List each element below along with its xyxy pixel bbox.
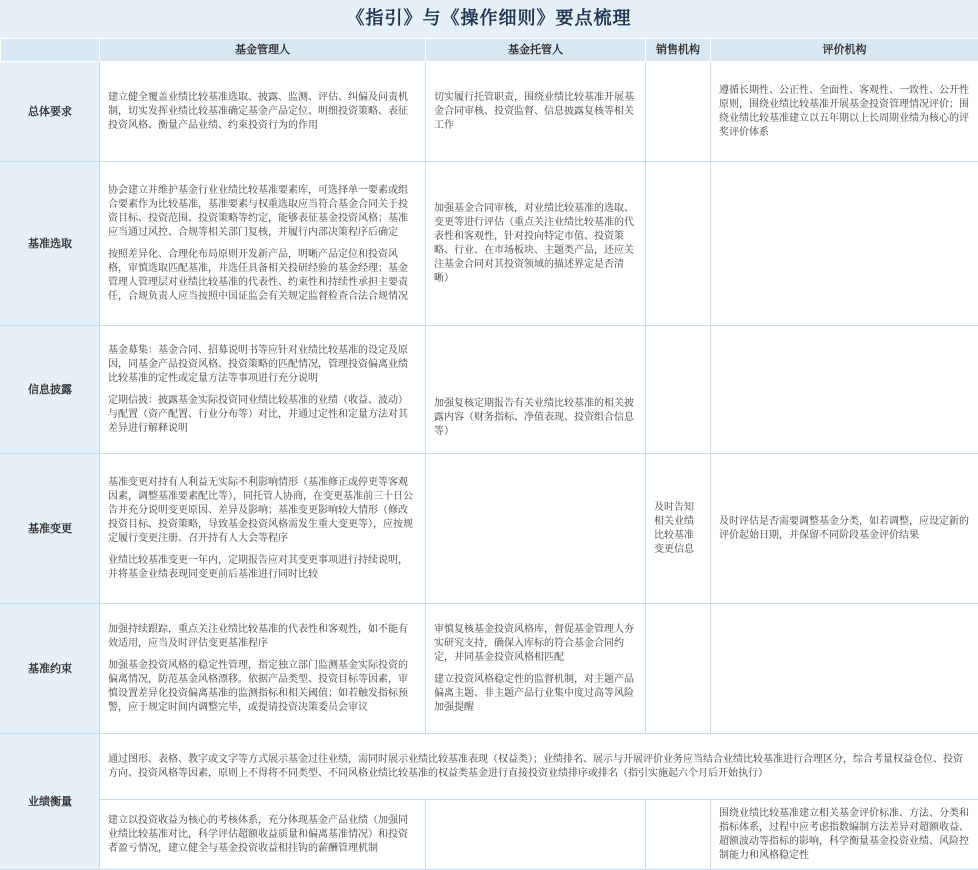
cell-text: 围绕业绩比较基准建立相关基金评价标准、方法、分类和指标体系，过程中应考虑指数编制方法差异对超额收益、超额波动等指标的影响，科学衡量基金投资业绩、风险控制能力和风格稳定性	[719, 807, 970, 863]
cell-text: 建立投资风格稳定性的监督机制，对主题产品偏离主题、非主题产品行业集中度过高等风险加强提醒	[434, 673, 637, 715]
row-label-selection: 基准选取	[1, 162, 100, 326]
cell-text: 基准变更对持有人利益无实际不利影响情形（基准修正或停更等客观因素，调整基准要素配比等），同托管人协商，在变更基准前三十日公告并充分说明变更原因、差异及影响；基准变更影响较大情形（修改投资目标、投资策略，导致基金投资风格需发生重大变更等），应按规定履行变更注册、召开持有人大会等程序	[108, 476, 417, 546]
row-label-performance: 业绩衡量	[1, 734, 100, 870]
cell-constraint-rating	[711, 604, 978, 734]
cell-general-manager	[100, 62, 426, 162]
cell-selection-rating	[711, 162, 978, 326]
cell-text: 遵循长期性、公正性、全面性、客观性、一致性、公开性原则，围绕业绩比较基准开展基金投资管理情况评价；围绕业绩比较基准建立以五年期以上长周期业绩为核心的评奖评价体系	[719, 84, 970, 140]
table-header-row	[1, 39, 978, 62]
cell-general-sales	[646, 62, 711, 162]
comparison-table	[0, 38, 978, 870]
row-label-general: 总体要求	[1, 62, 100, 162]
cell-text: 及时告知相关业绩比较基准变更信息	[654, 501, 702, 557]
row-label-constraint: 基准约束	[1, 604, 100, 734]
cell-selection-custodian	[426, 162, 646, 326]
cell-constraint-custodian	[426, 604, 646, 734]
cell-change-custodian	[426, 454, 646, 604]
cell-change-manager	[100, 454, 426, 604]
cell-change-sales	[646, 454, 711, 604]
cell-text: 审慎复核基金投资风格库，督促基金管理人夯实研究支持，确保入库标的符合基金合同约定，并同基金投资风格相匹配	[434, 623, 637, 665]
cell-disclosure-sales	[646, 326, 711, 454]
table-row-performance-span	[1, 734, 978, 800]
cell-performance-span	[100, 734, 978, 800]
header-rating-agency: 评价机构	[711, 39, 978, 62]
table-row-general	[1, 62, 978, 162]
row-label-disclosure: 信息披露	[1, 326, 100, 454]
row-label-change: 基准变更	[1, 454, 100, 604]
cell-performance-manager	[100, 800, 426, 870]
cell-text: 加强复核定期报告有关业绩比较基准的相关披露内容（财务指标、净值表现、投资组合信息等）	[434, 397, 637, 439]
cell-general-custodian	[426, 62, 646, 162]
cell-selection-sales	[646, 162, 711, 326]
cell-text: 及时评估是否需要调整基金分类，如若调整，应设定新的评价起始日期，并保留不同阶段基金评价结果	[719, 515, 970, 543]
page-title: 《指引》与《操作细则》要点梳理	[0, 0, 978, 38]
cell-disclosure-rating	[711, 326, 978, 454]
cell-constraint-sales	[646, 604, 711, 734]
cell-disclosure-custodian	[426, 326, 646, 454]
table-row-constraint	[1, 604, 978, 734]
cell-constraint-manager	[100, 604, 426, 734]
cell-performance-custodian	[426, 800, 646, 870]
table-row-disclosure	[1, 326, 978, 454]
cell-performance-rating	[711, 800, 978, 870]
cell-general-rating	[711, 62, 978, 162]
cell-selection-manager	[100, 162, 426, 326]
cell-text: 按照差异化、合理化布局原则开发新产品，明晰产品定位和投资风格，审慎选取匹配基准，并选任具备相关投研经验的基金经理；基金管理人管理层对业绩比较基准的代表性、约束性和持续性承担主要责任，合规负责人应当按照中国证监会有关规定监督检查合法合规情况	[108, 248, 417, 304]
cell-text: 定期信披：披露基金实际投资同业绩比较基准的业绩（收益、波动）与配置（资产配置、行业分布等）对比，并通过定性和定量方法对其差异进行解释说明	[108, 394, 417, 436]
cell-text: 加强基金投资风格的稳定性管理，指定独立部门监测基金实际投资的偏离情况，防范基金风格漂移。依据产品类型、投资目标等因素，审慎设置差异化投资偏离基准的监测指标和相关阈值；如若触发指标预警，应于规定时间内调整完毕，或提请投资决策委员会审议	[108, 659, 417, 715]
cell-text: 建立健全覆盖业绩比较基准选取、披露、监测、评估、纠偏及问责机制，切实发挥业绩比较基准确定基金产品定位、明细投资策略、表征投资风格、衡量产品业绩、约束投资行为的作用	[108, 91, 417, 133]
cell-text: 加强基金合同审核，对业绩比较基准的选取、变更等进行评估（重点关注业绩比较基准的代表性和客观性，针对投向特定市值、投资策略、行业、在市场板块、主题类产品，还应关注基金合同对其投资领域的描述界定是否清晰）	[434, 202, 637, 286]
cell-text: 业绩比较基准变更一年内，定期报告应对其变更事项进行持续说明，并将基金业绩表现同变更前后基准进行同时比较	[108, 554, 417, 582]
cell-text: 基金募集：基金合同、招募说明书等应针对业绩比较基准的设定及原因，同基金产品投资风格、投资策略的匹配情况，管理投资偏离业绩比较基准的定性或定量方法等事项进行充分说明	[108, 344, 417, 386]
header-fund-custodian: 基金托管人	[426, 39, 646, 62]
header-sales-agency: 销售机构	[646, 39, 711, 62]
cell-disclosure-manager	[100, 326, 426, 454]
table-row-performance	[1, 800, 978, 870]
table-row-change	[1, 454, 978, 604]
cell-change-rating	[711, 454, 978, 604]
cell-text: 通过图形、表格、教字或文字等方式展示基金过往业绩，需同时展示业绩比较基准表现（权益类）；业绩排名、展示与开展评价业务应当结合业绩比较基准进行合理区分，综合考量权益仓位、投资方向、投资风格等因素，原则上不得将不同类型、不同风格业绩比较基准的权益类基金进行直接投资业绩排序或排名（指引实施起六个月后开始执行）	[108, 753, 970, 781]
header-fund-manager: 基金管理人	[100, 39, 426, 62]
cell-text: 协会建立并维护基金行业业绩比较基准要素库，可选择单一要素或组合要素作为比较基准，基准要素与权重选取应当符合基金合同关于投资目标、投资范围、投资策略等约定，能够表征基金投资风格；基准应当通过风控、合规等相关部门复核，并履行内部决策程序后确定	[108, 184, 417, 240]
cell-text: 加强持续跟踪，重点关注业绩比较基准的代表性和客观性，如不能有效适用，应当及时评估变更基准程序	[108, 623, 417, 651]
header-blank	[1, 39, 100, 62]
cell-text: 建立以投资收益为核心的考核体系，充分体现基金产品业绩（加强同业绩比较基准对比，科学评估超额收益质量和偏离基准情况）和投资者盈亏情况，建立健全与基金投资收益相挂钩的薪酬管理机制	[108, 814, 417, 856]
table-row-selection	[1, 162, 978, 326]
cell-performance-sales	[646, 800, 711, 870]
cell-text: 切实履行托管职责，围绕业绩比较基准开展基金合同审核、投资监督、信息披露复核等相关工作	[434, 91, 637, 133]
